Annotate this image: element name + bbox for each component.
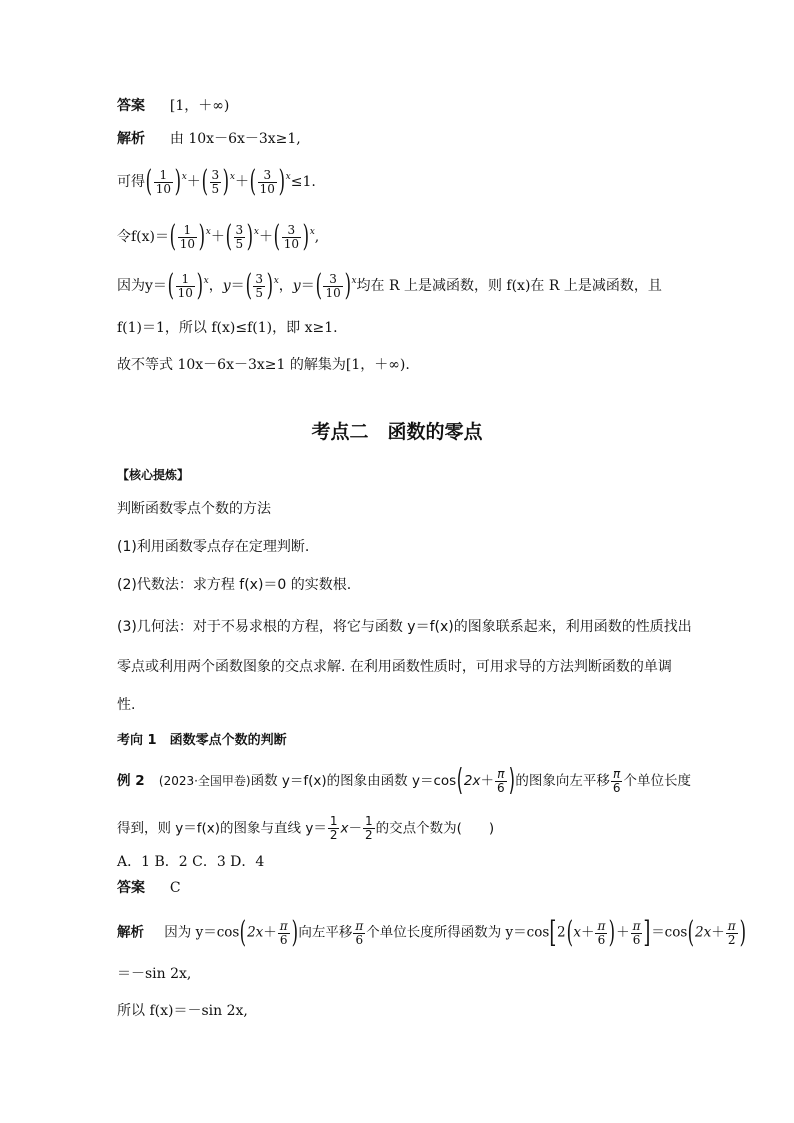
analysis2-line-1: 解析 因为 y＝cos(2x＋ $\frac{\pi}{6}$ )向左平移 $\frac{\pi}{6}$ 个单位长度所得函数为 y＝cos[2(x＋ $\frac{\pi}{6}$ )＋ $\frac{\pi}{6}$ ]＝cos(2x＋ $\frac{\pi}{2}$ ) [117, 915, 746, 950]
example-options: A．1 B．2 C．3 D．4 [117, 854, 265, 870]
fraction: $\frac{3}{10}$ [283, 222, 299, 251]
fraction: $\frac{1}{10}$ [155, 167, 171, 196]
fraction-pi-6: $\frac{\pi}{6}$ [279, 918, 288, 947]
core-tag: 【核心提炼】 [117, 468, 190, 482]
core-item-1: (1)利用函数零点存在定理判断. [117, 539, 310, 555]
fraction-1-2: $\frac{1}{2}$ [329, 814, 338, 842]
fraction-pi-6: $\frac{\pi}{6}$ [355, 918, 364, 947]
analysis-inequality: 由 10x－6x－3x≥1, [169, 131, 301, 147]
text-prefix: 因为y＝ [117, 278, 167, 294]
core-item-3c: 性. [117, 697, 136, 713]
core-intro: 判断函数零点个数的方法 [117, 501, 271, 517]
answer-label: 答案 [117, 880, 145, 896]
fraction: $\frac{3}{5}$ [211, 167, 220, 196]
text-prefix: 令f(x)＝ [117, 229, 170, 245]
fraction-pi-2: $\frac{\pi}{2}$ [727, 918, 736, 947]
text-suffix: 均在 R 上是减函数，则 f(x)在 R 上是减函数，且 [356, 278, 662, 294]
direction-heading: 考向 1 函数零点个数的判断 [117, 733, 287, 748]
analysis-line-5: f(1)＝1，所以 f(x)≤f(1)，即 x≥1. [117, 320, 338, 336]
fraction: $\frac{3}{5}$ [235, 222, 244, 251]
analysis-line-2: 可得( $\frac{1}{10}$ )$^x$＋( $\frac{3}{5}$ )$^x$＋( $\frac{3}{10}$ )$^x$≤1. [117, 164, 316, 199]
text-prefix: 可得 [117, 174, 145, 190]
fraction-pi-6: $\frac{\pi}{6}$ [612, 766, 621, 795]
answer2-line [117, 878, 181, 898]
text-part: 的交点个数为( ) [375, 820, 495, 837]
example-line-2: 得到，则 y＝f(x)的图象与直线 y＝ $\frac{1}{2}$ x－ $\frac{1}{2}$ 的交点个数为( ) [117, 814, 495, 842]
fraction-pi-6: $\frac{\pi}{6}$ [597, 918, 606, 947]
fraction-pi-6: $\frac{\pi}{6}$ [496, 766, 505, 795]
fraction: $\frac{1}{10}$ [177, 271, 193, 300]
text-part: ＝cos [651, 924, 688, 941]
fraction-pi-6: $\frac{\pi}{6}$ [632, 918, 641, 947]
core-item-3a: (3)几何法：对于不易求根的方程，将它与函数 y＝f(x)的图象联系起来，利用函数的性质找出 [117, 619, 692, 635]
example-line-1: 例 2 (2023·全国甲卷)函数 y＝f(x)的图象由函数 y＝cos(2x＋ $\frac{\pi}{6}$ )的图象向左平移 $\frac{\pi}{6}$ 个单位长度 [117, 763, 691, 798]
text-suffix: , [314, 229, 320, 245]
text-part: 个单位长度所得函数为 y＝cos [366, 924, 550, 941]
answer-line [117, 96, 229, 116]
text-part: 因为 y＝cos [164, 924, 240, 941]
text-part: 个单位长度 [623, 773, 691, 789]
text-part: 函数 y＝f(x)的图象由函数 y＝cos [250, 773, 457, 789]
fraction: $\frac{3}{5}$ [255, 271, 263, 300]
answer-label: 答案 [117, 98, 145, 114]
text-part: 的图象向左平移 [515, 773, 610, 789]
analysis-label: 解析 [117, 924, 144, 941]
core-item-3b: 零点或利用两个函数图象的交点求解. 在利用函数性质时，可用求导的方法判断函数的单调 [117, 659, 672, 675]
analysis-line-6: 故不等式 10x－6x－3x≥1 的解集为[1，＋∞). [117, 357, 410, 373]
fraction: $\frac{3}{10}$ [259, 167, 275, 196]
fraction: $\frac{3}{10}$ [325, 271, 341, 300]
text-part: 向左平移 [298, 924, 353, 941]
example-label: 例 2 [117, 773, 145, 789]
text-suffix: ≤1. [290, 174, 316, 190]
fraction: $\frac{1}{10}$ [179, 222, 196, 251]
analysis2-line-3: 所以 f(x)＝－sin 2x, [117, 1003, 248, 1019]
example-source: (2023·全国甲卷) [158, 774, 251, 788]
section-title: 考点二 函数的零点 [311, 421, 483, 443]
answer-value: [1，＋∞) [169, 98, 230, 114]
fraction-1-2: $\frac{1}{2}$ [364, 814, 373, 842]
analysis-label: 解析 [117, 131, 145, 147]
text-part: 得到，则 y＝f(x)的图象与直线 y＝ [117, 820, 327, 837]
analysis-line-3: 令f(x)＝( $\frac{1}{10}$ )$^x$＋( $\frac{3}{5}$ )$^x$＋( $\frac{3}{10}$ )$^x$, [117, 219, 320, 254]
answer-value: C [169, 880, 181, 896]
analysis-line-4: 因为y＝( $\frac{1}{10}$ )$^x$，y＝( $\frac{3}{5}$ )$^x$，y＝( $\frac{3}{10}$ )$^x$均在 R 上是减函数，则 f(x)在 R 上是减函数，且 [117, 268, 662, 303]
analysis2-line-2: ＝－sin 2x, [117, 966, 192, 982]
core-item-2: (2)代数法：求方程 f(x)＝0 的实数根. [117, 577, 352, 593]
analysis-line-1 [117, 129, 301, 149]
